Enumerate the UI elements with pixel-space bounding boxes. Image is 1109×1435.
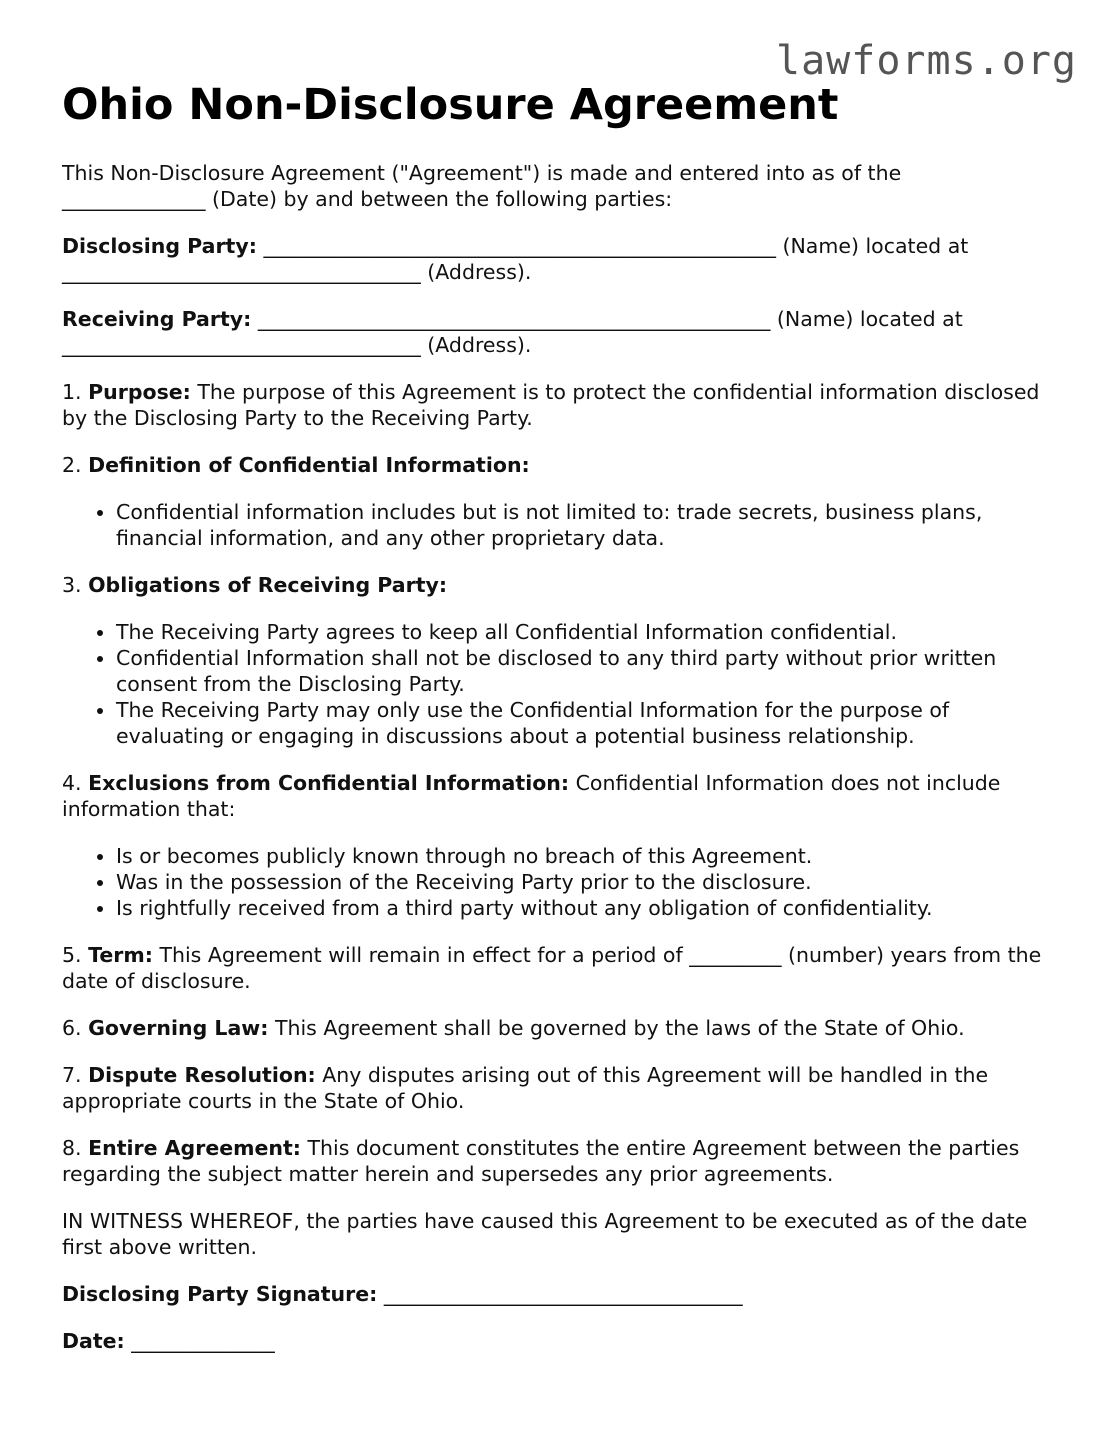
definition-list: [62, 499, 1052, 551]
disclosing-address-blank[interactable]: ___________________________________: [62, 260, 421, 284]
receiving-name-suffix: (Name) located at: [776, 307, 963, 331]
section-text-after: (number) years from the date of disclosure.: [62, 943, 1042, 993]
section-number: 8.: [62, 1136, 82, 1160]
date-blank-field[interactable]: ______________: [62, 187, 206, 211]
date-line: [62, 1328, 1052, 1354]
receiving-name-blank[interactable]: __________________________________________________: [251, 307, 777, 331]
exclusions-list: [62, 843, 1052, 921]
section-label: Governing Law:: [88, 1016, 269, 1040]
section-exclusions: [62, 770, 1052, 822]
document-page: [62, 78, 1052, 1375]
watermark-logo: lawforms.org: [776, 38, 1077, 84]
signature-label: Disclosing Party Signature:: [62, 1282, 378, 1306]
intro-date-suffix: (Date) by and between the following parties:: [205, 187, 673, 211]
section-obligations: [62, 572, 1052, 598]
section-number: 5.: [62, 943, 82, 967]
term-years-blank[interactable]: _________: [689, 943, 782, 967]
receiving-party-paragraph: [62, 306, 1052, 358]
obligations-list: [62, 619, 1052, 749]
list-item: • The Receiving Party agrees to keep all Confidential Information confidential.: [116, 619, 1052, 645]
disclosing-address-suffix: (Address).: [420, 260, 532, 284]
section-label: Definition of Confidential Information:: [88, 453, 530, 477]
section-definition: [62, 452, 1052, 478]
date-label: Date:: [62, 1329, 125, 1353]
section-dispute-resolution: [62, 1062, 1052, 1114]
section-label: Obligations of Receiving Party:: [88, 573, 448, 597]
disclosing-name-suffix: (Name) located at: [782, 234, 969, 258]
section-number: 4.: [62, 771, 82, 795]
section-number: 1.: [62, 380, 82, 404]
disclosing-party-paragraph: [62, 233, 1052, 285]
section-number: 2.: [62, 453, 82, 477]
section-number: 7.: [62, 1063, 82, 1087]
list-item: • Confidential information includes but is not limited to: trade secrets, business plans, financial information, and any other proprietary data.: [116, 499, 1052, 551]
section-label: Dispute Resolution:: [88, 1063, 316, 1087]
section-entire-agreement: [62, 1135, 1052, 1187]
page-title: Ohio Non-Disclosure Agreement: [62, 80, 839, 130]
section-label: Purpose:: [88, 380, 191, 404]
disclosing-name-blank[interactable]: __________________________________________________: [256, 234, 783, 258]
signature-line: [62, 1281, 1052, 1307]
section-label: Exclusions from Confidential Information:: [88, 771, 570, 795]
intro-text: This Non-Disclosure Agreement ("Agreement") is made and entered into as of the: [62, 161, 902, 185]
date-signature-blank-field[interactable]: ______________: [124, 1329, 275, 1353]
receiving-address-suffix: (Address).: [420, 333, 532, 357]
section-text: This Agreement will remain in effect for a period of: [152, 943, 690, 967]
list-item: • Was in the possession of the Receiving Party prior to the disclosure.: [116, 869, 1052, 895]
list-item: • Confidential Information shall not be disclosed to any third party without prior written consent from the Disclosing Party.: [116, 645, 1052, 697]
list-item: • Is rightfully received from a third party without any obligation of confidentiality.: [116, 895, 1052, 921]
section-number: 3.: [62, 573, 82, 597]
list-item: • The Receiving Party may only use the Confidential Information for the purpose of evaluating or engaging in discussions about a potential business relationship.: [116, 697, 1052, 749]
section-text: Confidential Information does not include information that:: [62, 771, 1001, 821]
list-item: • Is or becomes publicly known through no breach of this Agreement.: [116, 843, 1052, 869]
section-purpose: [62, 379, 1052, 431]
witness-paragraph: IN WITNESS WHEREOF, the parties have caused this Agreement to be executed as of the date first above written.: [62, 1209, 1028, 1259]
signature-blank-field[interactable]: ___________________________________: [377, 1282, 743, 1306]
section-label: Entire Agreement:: [88, 1136, 301, 1160]
section-label: Term:: [88, 943, 153, 967]
section-governing-law: [62, 1015, 1052, 1041]
section-text: Any disputes arising out of this Agreement will be handled in the appropriate courts in the State of Ohio.: [62, 1063, 989, 1113]
section-term: [62, 942, 1052, 994]
disclosing-party-label: Disclosing Party:: [62, 234, 257, 258]
section-number: 6.: [62, 1016, 82, 1040]
section-text: This document constitutes the entire Agreement between the parties regarding the subject matter herein and supersedes any prior agreements.: [62, 1136, 1020, 1186]
section-text: This Agreement shall be governed by the laws of the State of Ohio.: [268, 1016, 965, 1040]
receiving-party-label: Receiving Party:: [62, 307, 252, 331]
intro-paragraph: [62, 160, 1052, 212]
section-text: The purpose of this Agreement is to protect the confidential information disclosed by the Disclosing Party to the Receiving Party.: [62, 380, 1040, 430]
receiving-address-blank[interactable]: ___________________________________: [62, 333, 421, 357]
